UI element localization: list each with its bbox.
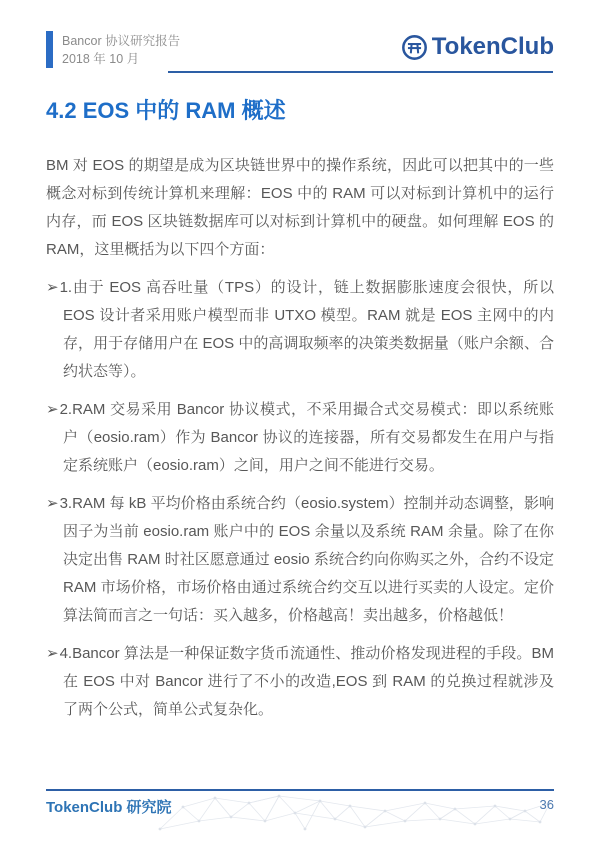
intro-paragraph: BM 对 EOS 的期望是成为区块链世界中的操作系统，因此可以把其中的一些概念对标到传统计算机来理解：EOS 中的 RAM 可以对标到计算机中的运行内存，而 EOS 区块链数据库可以对标到计算机中的硬盘。如何理解 EOS 的 RAM，这里概括为以下四个方面： [46, 157, 554, 258]
bullet-text: 2.RAM 交易采用 Bancor 协议模式，不采用撮合式交易模式：即以系统账户（eosio.ram）作为 Bancor 协议的连接器，所有交易都发生在用户与指定系统账户（eosio.ram）之间，用户之间不能进行交易。 [59, 401, 554, 474]
arrow-bullet-icon: ➢ [46, 401, 60, 418]
bullet-item-1 [46, 274, 554, 386]
footer-org-name: TokenClub 研究院 [46, 799, 172, 816]
logo-wordmark: TokenClub [431, 33, 554, 60]
tokenclub-circle-icon [401, 34, 428, 61]
header-divider [168, 71, 553, 73]
bullet-item-3 [46, 490, 554, 630]
body-content [46, 152, 554, 724]
page-footer [46, 796, 554, 817]
bullet-text: 1.由于 EOS 高吞吐量（TPS）的设计，链上数据膨胀速度会很快，所以 EOS 设计者采用账户模型而非 UTXO 模型。RAM 就是 EOS 主网中的内存，用于存储用户在 EOS 中的高调取频率的决策类数据量（账户余额、合约状态等）。 [59, 279, 554, 380]
arrow-bullet-icon: ➢ [46, 495, 60, 512]
report-date: 2018 年 10 月 [62, 52, 140, 66]
arrow-bullet-icon: ➢ [46, 645, 60, 662]
header-accent-bar [46, 31, 53, 68]
tokenclub-logo [391, 33, 554, 67]
section-title: 4.2 EOS 中的 RAM 概述 [46, 98, 286, 123]
arrow-bullet-icon: ➢ [46, 279, 60, 296]
page-number: 36 [539, 797, 554, 812]
bullet-text: 3.RAM 每 kB 平均价格由系统合约（eosio.system）控制并动态调整，影响因子为当前 eosio.ram 账户中的 EOS 余量以及系统 RAM 余量。除了在你决定出售 RAM 时社区愿意通过 eosio 系统合约向你购买之外，合约不设定 RAM 市场价格，市场价格由通过系统合约交互以进行买卖的人设定。定价算法简而言之一句话：买入越多，价格越高！卖出越多，价格越低！ [59, 495, 554, 624]
page-header [46, 31, 554, 75]
header-meta-text [62, 31, 180, 68]
bullet-item-4 [46, 640, 554, 724]
bullet-text: 4.Bancor 算法是一种保证数字货币流通性、推动价格发现进程的手段。BM 在 EOS 中对 Bancor 进行了不小的改造,EOS 到 RAM 的兑换过程就涉及了两个公式，简单公式复杂化。 [59, 645, 554, 718]
bullet-item-2 [46, 396, 554, 480]
report-title: Bancor 协议研究报告 [62, 34, 181, 48]
